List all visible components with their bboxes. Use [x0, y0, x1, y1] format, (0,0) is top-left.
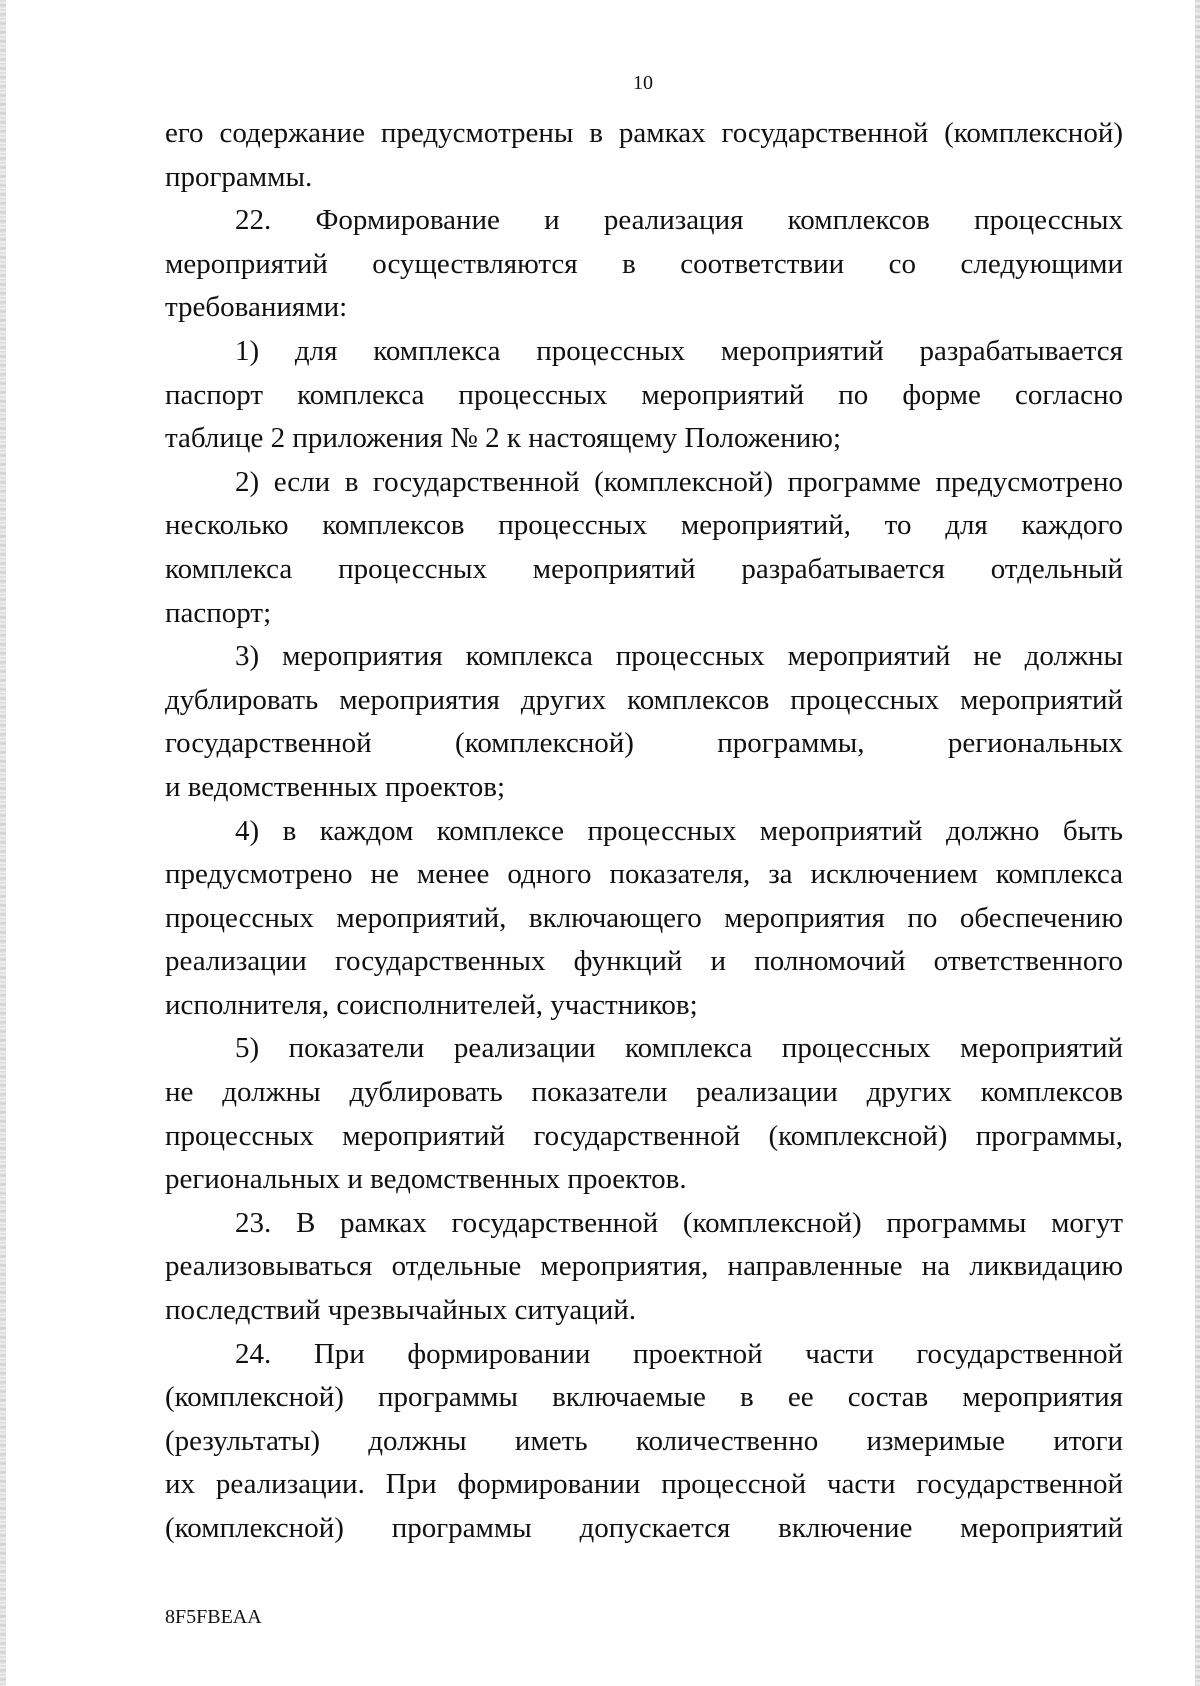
text-line: процессных мероприятий государственной (комплексной) программы,: [165, 1119, 1123, 1152]
text-line: мероприятий осуществляются в соответствии со следующими: [165, 247, 1123, 280]
text-line: 24. При формировании проектной части государственной: [235, 1337, 1123, 1370]
text-line: (результаты) должны иметь количественно измеримые итоги: [165, 1424, 1123, 1457]
text-line: паспорт;: [165, 596, 272, 629]
text-line: паспорт комплекса процессных мероприятий по форме согласно: [165, 378, 1123, 411]
text-line: требованиями:: [165, 291, 348, 324]
scan-edge-right: [1195, 0, 1200, 1686]
text-line: не должны дублировать показатели реализации других комплексов: [165, 1076, 1123, 1109]
text-line: (комплексной) программы включаемые в ее состав мероприятия: [165, 1381, 1123, 1414]
text-line: предусмотрено не менее одного показателя, за исключением комплекса: [165, 858, 1123, 891]
text-line: 23. В рамках государственной (комплексной) программы могут: [235, 1206, 1123, 1239]
text-line: 2) если в государственной (комплексной) программе предусмотрено: [235, 465, 1123, 498]
text-line: (комплексной) программы допускается включение мероприятий: [165, 1512, 1123, 1544]
text-line: 1) для комплекса процессных мероприятий разрабатывается: [235, 334, 1123, 367]
page-number: 10: [633, 72, 653, 94]
text-line: реализации государственных функций и полномочий ответственного: [165, 945, 1123, 978]
text-line: и ведомственных проектов;: [165, 770, 506, 803]
body-text: [165, 112, 1123, 1551]
text-line: региональных и ведомственных проектов.: [165, 1163, 687, 1196]
text-line: 5) показатели реализации комплекса процессных мероприятий: [235, 1032, 1123, 1065]
document-code: 8F5FBEAA: [165, 1606, 262, 1628]
text-line: программы.: [165, 160, 313, 193]
text-line: дублировать мероприятия других комплексов процессных мероприятий: [165, 683, 1123, 716]
text-line: процессных мероприятий, включающего мероприятия по обеспечению: [165, 901, 1123, 934]
text-line: 22. Формирование и реализация комплексов процессных: [235, 204, 1123, 237]
text-line: 4) в каждом комплексе процессных мероприятий должно быть: [235, 814, 1123, 847]
text-line: комплекса процессных мероприятий разрабатывается отдельный: [165, 552, 1123, 585]
text-line: его содержание предусмотрены в рамках государственной (комплексной): [165, 117, 1123, 149]
text-line: несколько комплексов процессных мероприятий, то для каждого: [165, 509, 1123, 542]
text-line: их реализации. При формировании процессной части государственной: [165, 1468, 1123, 1501]
text-line: 3) мероприятия комплекса процессных мероприятий не должны: [235, 640, 1123, 673]
text-line: исполнителя, соисполнителей, участников;: [165, 988, 698, 1021]
text-line: государственной (комплексной) программы, региональных: [165, 727, 1123, 760]
scan-edge-left: [0, 0, 6, 1686]
text-line: таблице 2 приложения № 2 к настоящему Положению;: [165, 422, 842, 455]
text-line: последствий чрезвычайных ситуаций.: [165, 1294, 637, 1327]
text-line: реализовываться отдельные мероприятия, направленные на ликвидацию: [165, 1250, 1123, 1283]
